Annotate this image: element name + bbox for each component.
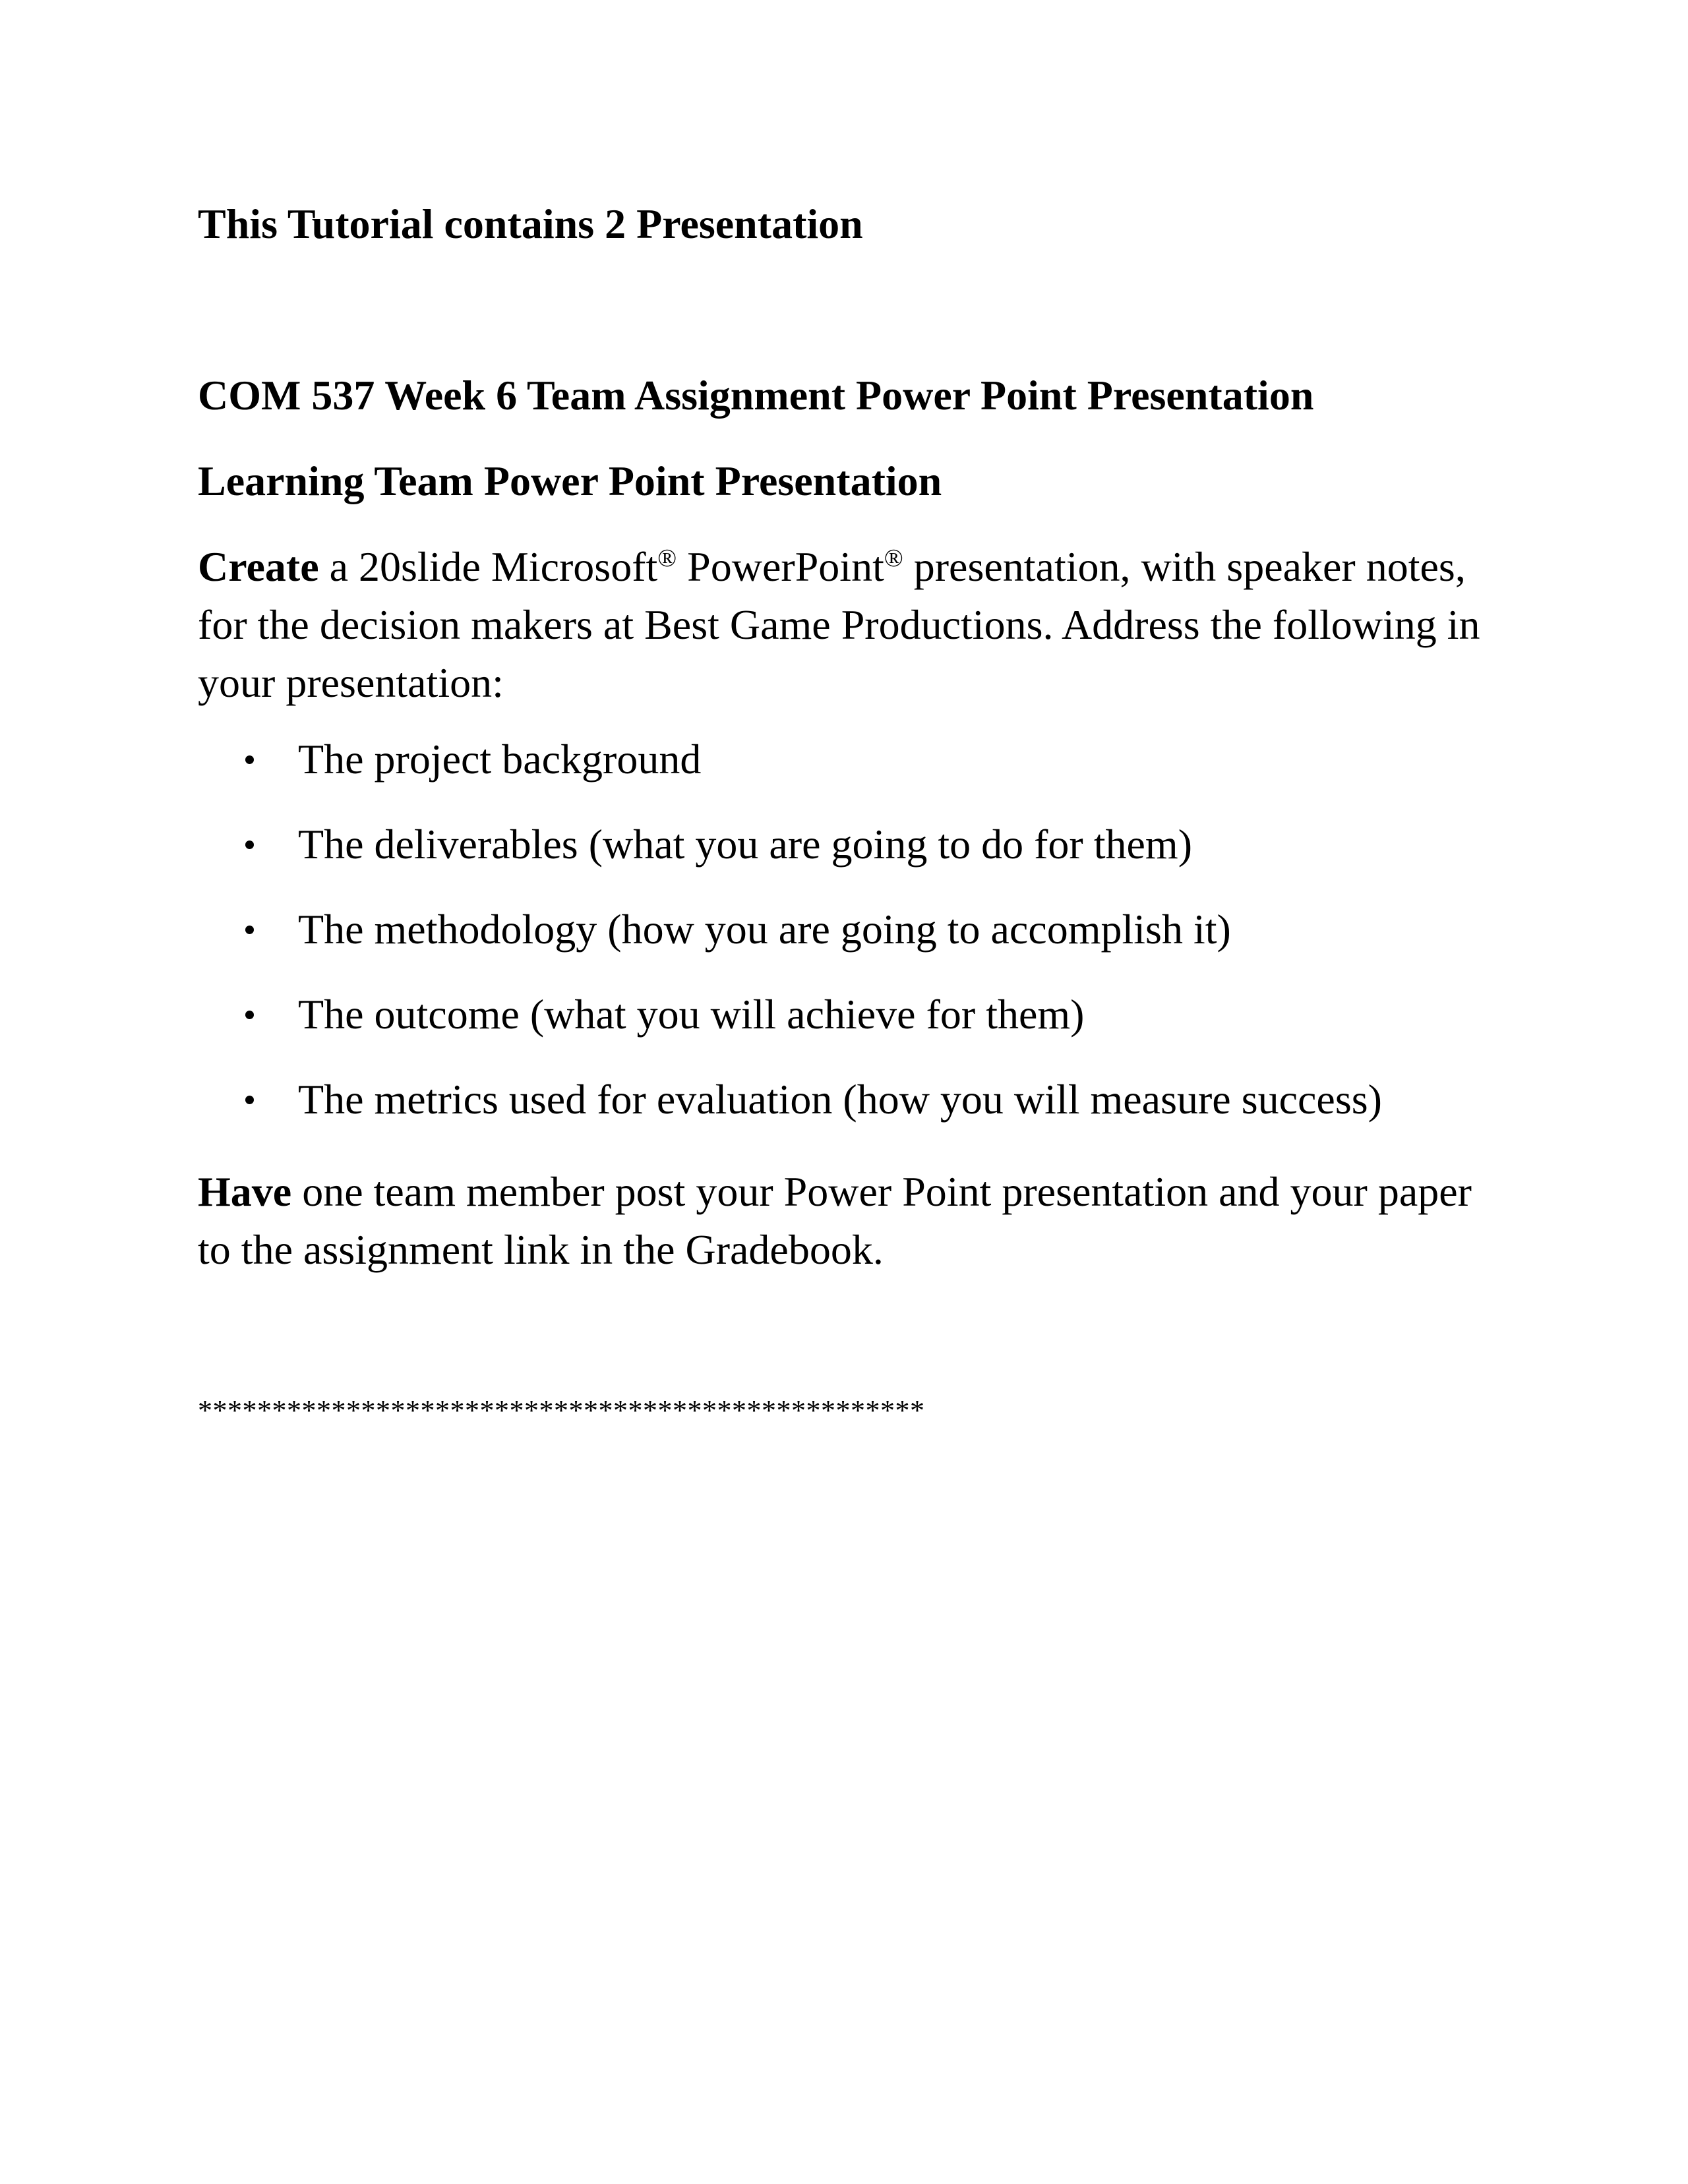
- create-lead-word: Create: [198, 543, 319, 590]
- list-item-text: The project background: [298, 736, 702, 782]
- have-lead-word: Have: [198, 1168, 292, 1215]
- create-text-part3: presentation, with speaker notes, for the decision makers at Best Game Productions. Address the following in your presentation:: [198, 543, 1480, 706]
- have-paragraph: [198, 1163, 1490, 1279]
- address-list: [198, 730, 1490, 1156]
- section-heading: Learning Team Power Point Presentation: [198, 457, 942, 504]
- list-item: [198, 815, 1490, 900]
- registered-mark: ®: [657, 545, 677, 572]
- have-text: one team member post your Power Point presentation and your paper to the assignment link in the Gradebook.: [198, 1168, 1472, 1273]
- list-item-text: The metrics used for evaluation (how you will measure success): [298, 1076, 1382, 1123]
- create-text-part2: PowerPoint: [677, 543, 884, 590]
- list-item-text: The deliverables (what you are going to do for them): [298, 821, 1192, 868]
- create-text-part1: a 20slide Microsoft: [318, 543, 658, 590]
- list-item: [198, 730, 1490, 815]
- assignment-title: COM 537 Week 6 Team Assignment Power Point Presentation: [198, 372, 1314, 419]
- bullet-icon: [245, 755, 254, 764]
- tutorial-note-heading: This Tutorial contains 2 Presentation: [198, 200, 863, 247]
- bullet-icon: [245, 1096, 254, 1104]
- list-item: [198, 900, 1490, 986]
- list-item: [198, 986, 1490, 1071]
- create-paragraph: [198, 538, 1490, 712]
- asterisk-separator: *************************************************: [198, 1394, 925, 1427]
- registered-mark: ®: [884, 545, 903, 572]
- list-item: [198, 1071, 1490, 1156]
- list-item-text: The outcome (what you will achieve for them): [298, 991, 1085, 1038]
- list-item-text: The methodology (how you are going to accomplish it): [298, 906, 1231, 953]
- bullet-icon: [245, 1011, 254, 1019]
- bullet-icon: [245, 926, 254, 934]
- bullet-icon: [245, 841, 254, 849]
